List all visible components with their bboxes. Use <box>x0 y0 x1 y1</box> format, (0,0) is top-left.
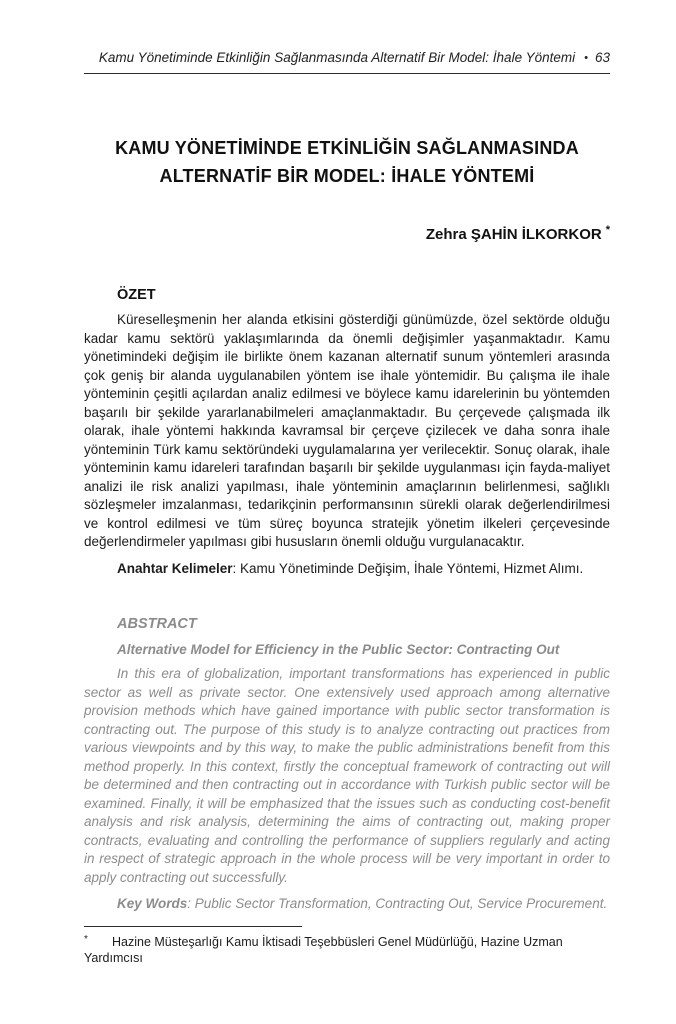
running-head-title: Kamu Yönetiminde Etkinliğin Sağlanmasında Alternatif Bir Model: İhale Yöntemi <box>98 50 576 65</box>
article-title-line1: KAMU YÖNETİMİNDE ETKİNLİĞİN SAĞLANMASINDA <box>115 138 579 158</box>
ozet-keywords-text: : Kamu Yönetiminde Değişim, İhale Yöntemi, Hizmet Alımı. <box>232 560 584 576</box>
running-head-bullet: • <box>584 52 588 64</box>
abstract-heading: ABSTRACT <box>117 616 197 632</box>
author-footnote-marker: * <box>605 224 610 236</box>
ozet-keywords-line <box>84 560 610 579</box>
abstract-keywords-line <box>84 895 610 914</box>
abstract-keywords-label: Key Words <box>117 896 188 911</box>
ozet-paragraph: Küreselleşmenin her alanda etkisini gösterdiği günümüzde, özel sektörde olduğu kadar kamu sektörü yaklaşımlarında da önemli değişimler yaşanmaktadır. Kamu yönetimindeki değişim ile birlikte önem kazanan alternatif sunum yöntemleri arasında çok geniş bir alanda uygulanabilen yöntem ise ihale yöntemidir. Bu çalışma ile ihale yönteminin çeşitli açılardan analiz edilmesi ve böylece kamu idarelerinin bu yöntemden başarılı bir şekilde yararlanabilmeleri amaçlanmaktadır. Bu çerçevede çalışmada ilk olarak, ihale yöntemi hakkında kavramsal bir çerçeve çizilecek ve daha sonra ihale yönteminin Türk kamu sektöründeki uygulamalarına yer verilecektir. Sonuç olarak, ihale yönteminin kamu idareleri tarafından başarılı bir şekilde uygulanması için fayda-maliyet analizi ile risk analizi yapılması, ihale yönteminin amaçlarının belirlenmesi, sağlıklı sözleşmeler imzalanması, tedarikçinin performansının sürekli olarak değerlendirilmesi ve kontrol edilmesi ve tüm süreç boyunca stratejik yönetim ilkeleri çerçevesinde değerlendirmeler yapılması gibi hususların önemli olduğu vurgulanacaktır. <box>84 312 610 549</box>
ozet-keywords-label: Anahtar Kelimeler <box>117 560 233 576</box>
footnote <box>84 926 610 966</box>
article-title-line2: ALTERNATİF BİR MODEL: İHALE YÖNTEMİ <box>159 166 535 186</box>
author-line <box>84 224 610 243</box>
page-number: 63 <box>594 50 610 65</box>
footnote-text: Hazine Müsteşarlığı Kamu İktisadi Teşebbüsleri Genel Müdürlüğü, Hazine Uzman Yardımcısı <box>84 934 563 965</box>
abstract-section <box>84 616 610 914</box>
ozet-heading: ÖZET <box>117 287 156 303</box>
abstract-paragraph: In this era of globalization, important transformations has experienced in public sector as well as private sector. One extensively used approach among alternative provision methods which have gained importance with public sector transformation is contracting out. The purpose of this study is to analyze contracting out practices from various viewpoints and by this way, to make the public administrations benefit from this method properly. In this context, firstly the conceptual framework of contracting out will be determined and then contracting out in accordance with Turkish public sector will be examined. Finally, it will be emphasized that the issues such as conducting cost-benefit analysis and risk analysis, determining the aims of contracting out, making proper contracts, evaluating and controlling the performance of suppliers regularly and acting in respect of strategic approach in the whole process will be very important in order to apply contracting out successfully. <box>84 666 610 885</box>
abstract-keywords-text: : Public Sector Transformation, Contracting Out, Service Procurement. <box>187 896 608 911</box>
article-title <box>84 134 610 190</box>
footnote-rule <box>84 926 302 927</box>
footnote-marker: * <box>84 933 88 945</box>
author-name: Zehra ŞAHİN İLKORKOR <box>425 226 602 243</box>
abstract-subtitle: Alternative Model for Efficiency in the Public Sector: Contracting Out <box>117 642 560 657</box>
footnote-line <box>84 932 610 966</box>
running-head <box>84 50 610 74</box>
